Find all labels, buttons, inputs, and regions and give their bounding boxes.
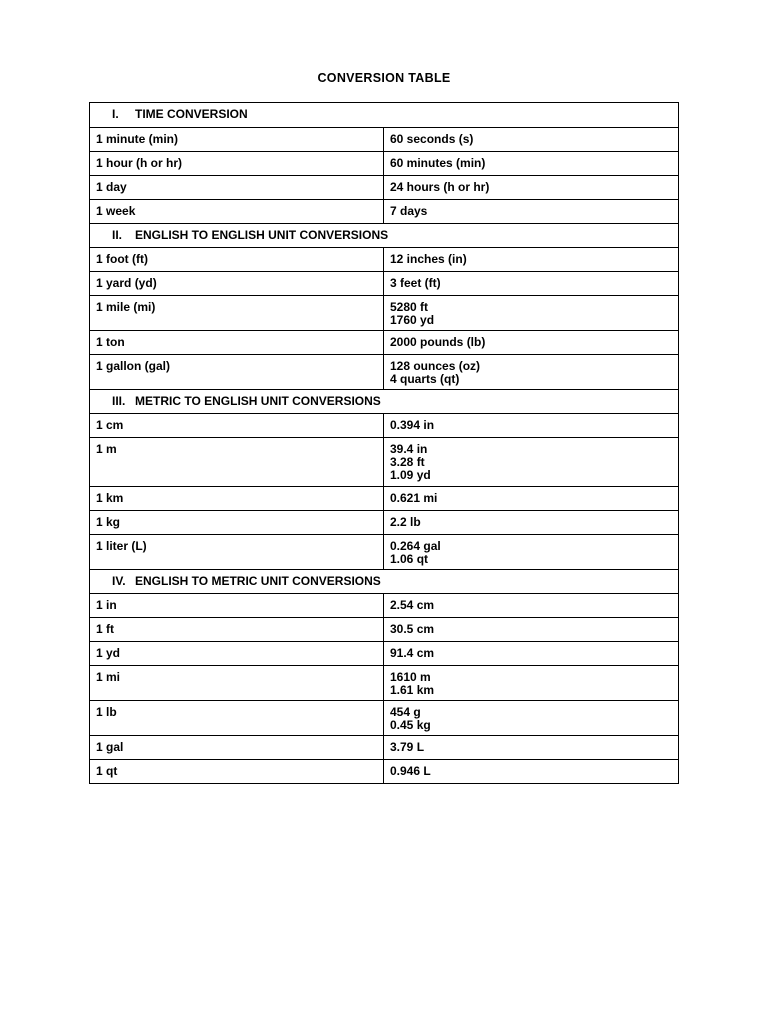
section-number: IV.: [112, 574, 126, 588]
unit-cell: 1 gallon (gal): [90, 355, 384, 389]
table-row: [90, 247, 678, 271]
table-row: [90, 437, 678, 486]
unit-cell: 1 ton: [90, 331, 384, 354]
unit-cell: 1 kg: [90, 511, 384, 534]
equivalent-value: 1610 m: [390, 670, 431, 684]
section-number: III.: [112, 394, 126, 408]
equivalent-cell: [384, 438, 678, 486]
equivalent-cell: [384, 701, 678, 735]
section-number: I.: [112, 107, 119, 121]
equivalent-value: 1.06 qt: [390, 552, 429, 566]
equivalent-cell: [384, 152, 678, 175]
page-title: CONVERSION TABLE: [317, 71, 451, 85]
section-header-row: [90, 103, 678, 127]
unit-cell: 1 minute (min): [90, 128, 384, 151]
equivalent-cell: [384, 200, 678, 223]
unit-cell: 1 m: [90, 438, 384, 486]
equivalent-value: 60 minutes (min): [390, 156, 486, 170]
equivalent-value: 4 quarts (qt): [390, 372, 460, 386]
table-row: [90, 510, 678, 534]
table-row: [90, 617, 678, 641]
table-row: [90, 295, 678, 330]
table-row: [90, 759, 678, 783]
equivalent-value: 60 seconds (s): [390, 132, 474, 146]
table-row: [90, 330, 678, 354]
section-header-row: [90, 223, 678, 247]
section-heading: TIME CONVERSION: [135, 107, 248, 121]
table-row: [90, 199, 678, 223]
table-row: [90, 700, 678, 735]
equivalent-value: 1.09 yd: [390, 468, 431, 482]
equivalent-cell: [384, 176, 678, 199]
equivalent-value: 454 g: [390, 705, 421, 719]
equivalent-value: 1.61 km: [390, 683, 435, 697]
equivalent-value: 0.394 in: [390, 418, 435, 432]
equivalent-value: 7 days: [390, 204, 428, 218]
table-row: [90, 735, 678, 759]
unit-cell: 1 ft: [90, 618, 384, 641]
unit-cell: 1 yd: [90, 642, 384, 665]
unit-cell: 1 km: [90, 487, 384, 510]
unit-cell: 1 qt: [90, 760, 384, 783]
unit-cell: 1 liter (L): [90, 535, 384, 569]
unit-cell: 1 gal: [90, 736, 384, 759]
section-heading: ENGLISH TO ENGLISH UNIT CONVERSIONS: [135, 228, 389, 242]
table-row: [90, 151, 678, 175]
table-row: [90, 175, 678, 199]
unit-cell: 1 mile (mi): [90, 296, 384, 330]
equivalent-value: 2000 pounds (lb): [390, 335, 486, 349]
table-row: [90, 665, 678, 700]
equivalent-cell: [384, 296, 678, 330]
unit-cell: 1 mi: [90, 666, 384, 700]
equivalent-cell: [384, 355, 678, 389]
equivalent-cell: [384, 248, 678, 271]
equivalent-value: 1760 yd: [390, 313, 435, 327]
equivalent-value: 5280 ft: [390, 300, 429, 314]
equivalent-value: 12 inches (in): [390, 252, 467, 266]
equivalent-cell: [384, 128, 678, 151]
equivalent-cell: [384, 594, 678, 617]
equivalent-value: 128 ounces (oz): [390, 359, 481, 373]
equivalent-value: 24 hours (h or hr): [390, 180, 490, 194]
equivalent-value: 0.621 mi: [390, 491, 438, 505]
section-header: [90, 224, 678, 247]
equivalent-value: 39.4 in: [390, 442, 428, 456]
table-row: [90, 271, 678, 295]
equivalent-value: 2.2 lb: [390, 515, 421, 529]
table-row: [90, 534, 678, 569]
unit-cell: 1 yard (yd): [90, 272, 384, 295]
table-row: [90, 641, 678, 665]
unit-cell: 1 week: [90, 200, 384, 223]
equivalent-cell: [384, 736, 678, 759]
section-number: II.: [112, 228, 123, 242]
table-row: [90, 354, 678, 389]
equivalent-cell: [384, 414, 678, 437]
equivalent-cell: [384, 666, 678, 700]
section-heading: ENGLISH TO METRIC UNIT CONVERSIONS: [135, 574, 381, 588]
equivalent-cell: [384, 487, 678, 510]
section-heading: METRIC TO ENGLISH UNIT CONVERSIONS: [135, 394, 381, 408]
equivalent-value: 3.28 ft: [390, 455, 425, 469]
equivalent-cell: [384, 535, 678, 569]
equivalent-value: 0.946 L: [390, 764, 431, 778]
equivalent-value: 2.54 cm: [390, 598, 435, 612]
unit-cell: 1 lb: [90, 701, 384, 735]
equivalent-value: 30.5 cm: [390, 622, 435, 636]
table-row: [90, 413, 678, 437]
conversion-table: [89, 102, 679, 784]
equivalent-cell: [384, 760, 678, 783]
equivalent-value: 91.4 cm: [390, 646, 435, 660]
table-row: [90, 593, 678, 617]
equivalent-value: 3 feet (ft): [390, 276, 441, 290]
unit-cell: 1 day: [90, 176, 384, 199]
section-header: [90, 390, 678, 413]
unit-cell: 1 hour (h or hr): [90, 152, 384, 175]
table-row: [90, 127, 678, 151]
equivalent-value: 0.264 gal: [390, 539, 441, 553]
unit-cell: 1 in: [90, 594, 384, 617]
equivalent-value: 0.45 kg: [390, 718, 431, 732]
section-header: [90, 570, 678, 593]
unit-cell: 1 cm: [90, 414, 384, 437]
equivalent-cell: [384, 642, 678, 665]
equivalent-cell: [384, 511, 678, 534]
equivalent-cell: [384, 618, 678, 641]
table-row: [90, 486, 678, 510]
section-header-row: [90, 389, 678, 413]
section-header: [90, 103, 678, 127]
section-header-row: [90, 569, 678, 593]
equivalent-cell: [384, 272, 678, 295]
unit-cell: 1 foot (ft): [90, 248, 384, 271]
equivalent-value: 3.79 L: [390, 740, 425, 754]
equivalent-cell: [384, 331, 678, 354]
